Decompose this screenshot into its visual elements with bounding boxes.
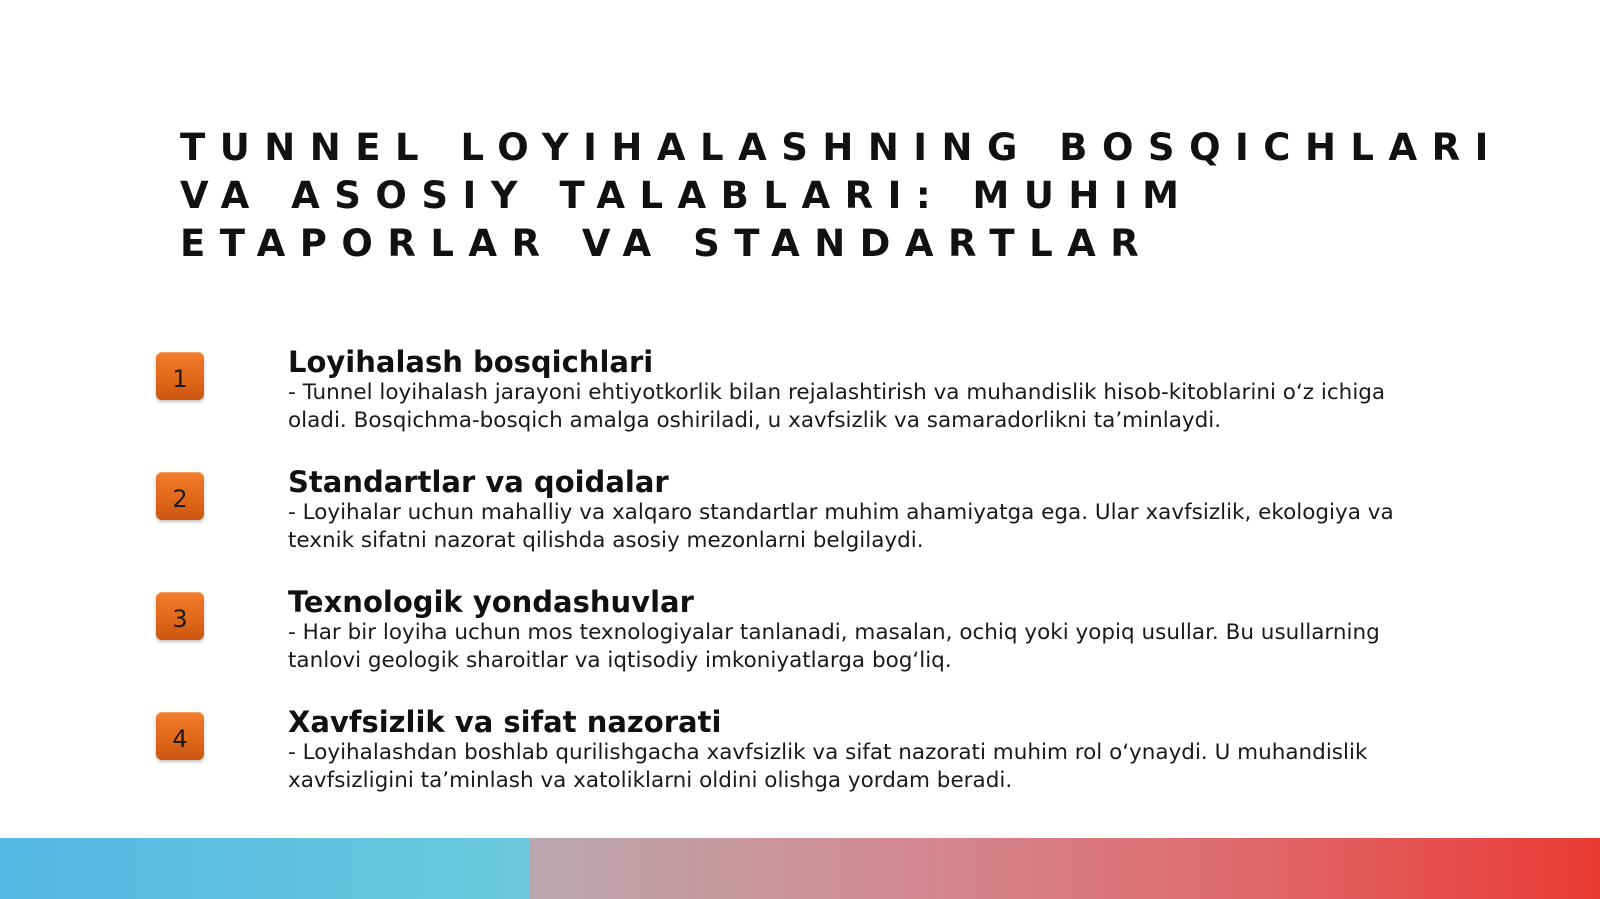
item-title: Standartlar va qoidalar (288, 465, 669, 499)
list-item (0, 705, 1600, 808)
item-description: - Loyihalar uchun mahalliy va xalqaro standartlar muhim ahamiyatga ega. Ular xavfsizlik, ekologiya va texnik sifatni nazorat qilishda asosiy mezonlarni belgilaydi. (288, 500, 1394, 553)
item-description: - Tunnel loyihalash jarayoni ehtiyotkorlik bilan rejalashtirish va muhandislik hisob-kitoblarini o‘z ichiga oladi. Bosqichma-bosqich amalga oshiriladi, u xavfsizlik va samaradorlikni ta’minlaydi. (288, 380, 1386, 433)
item-title: Loyihalash bosqichlari (288, 345, 654, 379)
list-item (0, 345, 1600, 448)
number-badge: 4 (156, 712, 204, 760)
slide-title: TUNNEL LOYIHALASHNING BOSQICHLARI VA ASOSIY TALABLARI: MUHIM ETAPORLAR VA STANDARTLAR (180, 126, 1503, 265)
bottom-bar-gradient-segment (530, 838, 1600, 899)
bottom-bar-blue-segment (0, 838, 530, 899)
item-description: - Har bir loyiha uchun mos texnologiyalar tanlanadi, masalan, ochiq yoki yopiq usullar. Bu usullarning tanlovi geologik sharoitlar va iqtisodiy imkoniyatlarga bog‘liq. (288, 620, 1380, 673)
number-badge: 1 (156, 352, 204, 400)
item-description: - Loyihalashdan boshlab qurilishgacha xavfsizlik va sifat nazorati muhim rol o‘ynaydi. U muhandislik xavfsizligini ta’minlash va xatoliklarni oldini olishga yordam beradi. (288, 740, 1368, 793)
number-badge: 3 (156, 592, 204, 640)
number-badge: 2 (156, 472, 204, 520)
item-title: Texnologik yondashuvlar (288, 585, 694, 619)
list-item (0, 585, 1600, 688)
bottom-decorative-bar (0, 838, 1600, 899)
item-title: Xavfsizlik va sifat nazorati (288, 705, 722, 739)
list-item (0, 465, 1600, 568)
